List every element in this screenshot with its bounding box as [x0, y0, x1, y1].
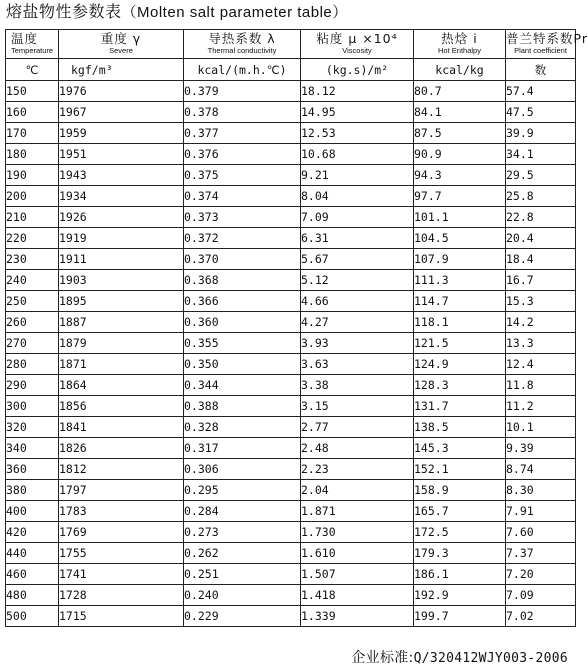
- table-cell: 0.355: [184, 333, 301, 354]
- table-cell: 0.350: [184, 354, 301, 375]
- table-cell: 1812: [59, 459, 184, 480]
- table-row: [6, 249, 576, 270]
- table-cell: 280: [6, 354, 59, 375]
- table-row: [6, 312, 576, 333]
- table-row: [6, 606, 576, 627]
- table-cell: 2.23: [301, 459, 414, 480]
- header-en: Thermal conductivity: [207, 46, 277, 55]
- table-cell: 210: [6, 207, 59, 228]
- table-cell: 1926: [59, 207, 184, 228]
- table-row: [6, 270, 576, 291]
- table-cell: 240: [6, 270, 59, 291]
- table-cell: 360: [6, 459, 59, 480]
- table-cell: 1903: [59, 270, 184, 291]
- unit-cell: kcal/kg: [414, 59, 506, 81]
- table-row: [6, 81, 576, 102]
- table-cell: 1769: [59, 522, 184, 543]
- table-cell: 1887: [59, 312, 184, 333]
- table-row: [6, 417, 576, 438]
- table-cell: 39.9: [506, 123, 576, 144]
- table-row: [6, 459, 576, 480]
- table-cell: 4.66: [301, 291, 414, 312]
- table-cell: 10.68: [301, 144, 414, 165]
- table-cell: 0.375: [184, 165, 301, 186]
- table-cell: 14.95: [301, 102, 414, 123]
- table-cell: 47.5: [506, 102, 576, 123]
- table-cell: 4.27: [301, 312, 414, 333]
- table-cell: 29.5: [506, 165, 576, 186]
- table-cell: 1.418: [301, 585, 414, 606]
- table-cell: 2.48: [301, 438, 414, 459]
- table-cell: 12.53: [301, 123, 414, 144]
- table-cell: 179.3: [414, 543, 506, 564]
- header-en: Temperature: [11, 46, 54, 55]
- table-cell: 0.370: [184, 249, 301, 270]
- table-cell: 7.60: [506, 522, 576, 543]
- table-cell: 7.91: [506, 501, 576, 522]
- table-cell: 90.9: [414, 144, 506, 165]
- table-cell: 1943: [59, 165, 184, 186]
- table-cell: 118.1: [414, 312, 506, 333]
- table-cell: 1976: [59, 81, 184, 102]
- table-cell: 7.09: [506, 585, 576, 606]
- table-row: [6, 123, 576, 144]
- unit-cell: kcal/(m.h.℃): [184, 59, 301, 81]
- table-cell: 1951: [59, 144, 184, 165]
- table-cell: 0.273: [184, 522, 301, 543]
- table-cell: 20.4: [506, 228, 576, 249]
- table-cell: 0.251: [184, 564, 301, 585]
- table-cell: 131.7: [414, 396, 506, 417]
- table-row: [6, 585, 576, 606]
- table-cell: 80.7: [414, 81, 506, 102]
- table-row: [6, 375, 576, 396]
- unit-cell: ℃: [6, 59, 59, 81]
- table-cell: 1.730: [301, 522, 414, 543]
- table-cell: 220: [6, 228, 59, 249]
- table-cell: 230: [6, 249, 59, 270]
- table-cell: 5.12: [301, 270, 414, 291]
- table-body: [6, 81, 576, 627]
- header-severe: [59, 30, 184, 59]
- table-cell: 7.37: [506, 543, 576, 564]
- table-cell: 0.328: [184, 417, 301, 438]
- table-row: [6, 102, 576, 123]
- table-cell: 1879: [59, 333, 184, 354]
- table-cell: 0.366: [184, 291, 301, 312]
- table-row: [6, 438, 576, 459]
- table-cell: 0.344: [184, 375, 301, 396]
- table-cell: 1864: [59, 375, 184, 396]
- table-cell: 97.7: [414, 186, 506, 207]
- table-cell: 0.317: [184, 438, 301, 459]
- header-cn: 导热系数 λ: [208, 31, 276, 46]
- table-cell: 1895: [59, 291, 184, 312]
- table-cell: 440: [6, 543, 59, 564]
- table-cell: 18.12: [301, 81, 414, 102]
- header-temperature: [6, 30, 59, 59]
- table-cell: 460: [6, 564, 59, 585]
- table-cell: 320: [6, 417, 59, 438]
- page-title: [6, 1, 348, 25]
- table-cell: 0.368: [184, 270, 301, 291]
- table-cell: 400: [6, 501, 59, 522]
- table-cell: 1.610: [301, 543, 414, 564]
- header-en: Hot Enthalpy: [438, 46, 481, 55]
- table-cell: 170: [6, 123, 59, 144]
- table-cell: 160: [6, 102, 59, 123]
- table-cell: 0.229: [184, 606, 301, 627]
- table-row: [6, 207, 576, 228]
- table-cell: 150: [6, 81, 59, 102]
- table-row: [6, 144, 576, 165]
- header-cn: 温度: [11, 31, 39, 46]
- table-cell: 190: [6, 165, 59, 186]
- table-cell: 0.262: [184, 543, 301, 564]
- table-cell: 1856: [59, 396, 184, 417]
- table-cell: 8.74: [506, 459, 576, 480]
- table-cell: 1826: [59, 438, 184, 459]
- table-row: [6, 354, 576, 375]
- table-row: [6, 480, 576, 501]
- table-cell: 18.4: [506, 249, 576, 270]
- table-cell: 1841: [59, 417, 184, 438]
- table-cell: 3.15: [301, 396, 414, 417]
- table-cell: 0.240: [184, 585, 301, 606]
- table-cell: 420: [6, 522, 59, 543]
- table-cell: 8.30: [506, 480, 576, 501]
- table-cell: 7.20: [506, 564, 576, 585]
- table-cell: 186.1: [414, 564, 506, 585]
- table-cell: 165.7: [414, 501, 506, 522]
- table-cell: 145.3: [414, 438, 506, 459]
- unit-cell: (kg.s)/m²: [301, 59, 414, 81]
- table-row: [6, 522, 576, 543]
- table-cell: 104.5: [414, 228, 506, 249]
- table-cell: 87.5: [414, 123, 506, 144]
- table-cell: 290: [6, 375, 59, 396]
- table-cell: 12.4: [506, 354, 576, 375]
- table-cell: 192.9: [414, 585, 506, 606]
- table-cell: 8.04: [301, 186, 414, 207]
- table-cell: 200: [6, 186, 59, 207]
- table-cell: 0.374: [184, 186, 301, 207]
- table-row: [6, 291, 576, 312]
- table-cell: 380: [6, 480, 59, 501]
- table-cell: 0.360: [184, 312, 301, 333]
- table-row: [6, 501, 576, 522]
- unit-row: [6, 59, 576, 81]
- table-cell: 300: [6, 396, 59, 417]
- table-cell: 10.1: [506, 417, 576, 438]
- table-cell: 2.04: [301, 480, 414, 501]
- table-cell: 128.3: [414, 375, 506, 396]
- table-cell: 3.38: [301, 375, 414, 396]
- table-cell: 172.5: [414, 522, 506, 543]
- table-cell: 1783: [59, 501, 184, 522]
- table-cell: 5.67: [301, 249, 414, 270]
- table-cell: 13.3: [506, 333, 576, 354]
- table-cell: 480: [6, 585, 59, 606]
- table-cell: 1871: [59, 354, 184, 375]
- table-cell: 1.339: [301, 606, 414, 627]
- table-cell: 7.02: [506, 606, 576, 627]
- table-row: [6, 333, 576, 354]
- table-cell: 25.8: [506, 186, 576, 207]
- table-cell: 1.507: [301, 564, 414, 585]
- table-row: [6, 543, 576, 564]
- table-cell: 158.9: [414, 480, 506, 501]
- table-cell: 138.5: [414, 417, 506, 438]
- footer-code: Q/320412WJY003-2006: [413, 651, 568, 666]
- header-thermal-conductivity: [184, 30, 301, 59]
- header-en: Severe: [109, 46, 133, 55]
- table-cell: 260: [6, 312, 59, 333]
- table-cell: 9.21: [301, 165, 414, 186]
- table-cell: 16.7: [506, 270, 576, 291]
- header-viscosity: [301, 30, 414, 59]
- header-enthalpy: [414, 30, 506, 59]
- title-en: （Molten salt parameter table）: [121, 4, 348, 21]
- table-cell: 0.372: [184, 228, 301, 249]
- table-cell: 270: [6, 333, 59, 354]
- header-cn: 普兰特系数Pr: [506, 31, 588, 46]
- table-cell: 9.39: [506, 438, 576, 459]
- table-cell: 94.3: [414, 165, 506, 186]
- table-cell: 14.2: [506, 312, 576, 333]
- table-cell: 0.378: [184, 102, 301, 123]
- table-cell: 57.4: [506, 81, 576, 102]
- parameter-table: [5, 29, 588, 627]
- table-cell: 1741: [59, 564, 184, 585]
- table-cell: 2.77: [301, 417, 414, 438]
- table-cell: 114.7: [414, 291, 506, 312]
- table-cell: 1967: [59, 102, 184, 123]
- table-cell: 1755: [59, 543, 184, 564]
- table-cell: 199.7: [414, 606, 506, 627]
- header-cn: 粘度 μ ×10⁴: [316, 31, 398, 46]
- table-cell: 500: [6, 606, 59, 627]
- table-cell: 340: [6, 438, 59, 459]
- table-cell: 1911: [59, 249, 184, 270]
- table-cell: 0.377: [184, 123, 301, 144]
- unit-cell: kgf/m³: [59, 59, 184, 81]
- table-row: [6, 228, 576, 249]
- table-cell: 22.8: [506, 207, 576, 228]
- header-en: Viscosity: [342, 46, 372, 55]
- header-cn: 热焓 i: [441, 31, 478, 46]
- table-row: [6, 165, 576, 186]
- header-prandtl: [506, 30, 588, 59]
- header-cn: 重度 γ: [100, 31, 142, 46]
- table-cell: 7.09: [301, 207, 414, 228]
- table-cell: 0.376: [184, 144, 301, 165]
- header-en: Plant coefficient: [514, 46, 567, 55]
- table-cell: 111.3: [414, 270, 506, 291]
- table-cell: 3.63: [301, 354, 414, 375]
- table-cell: 1728: [59, 585, 184, 606]
- table-cell: 11.8: [506, 375, 576, 396]
- table-cell: 1959: [59, 123, 184, 144]
- table-row: [6, 186, 576, 207]
- table-cell: 250: [6, 291, 59, 312]
- table-cell: 101.1: [414, 207, 506, 228]
- table-cell: 11.2: [506, 396, 576, 417]
- table-cell: 0.284: [184, 501, 301, 522]
- table-cell: 180: [6, 144, 59, 165]
- table-cell: 121.5: [414, 333, 506, 354]
- table-cell: 152.1: [414, 459, 506, 480]
- table-cell: 3.93: [301, 333, 414, 354]
- table-cell: 107.9: [414, 249, 506, 270]
- table-cell: 1919: [59, 228, 184, 249]
- table-cell: 1797: [59, 480, 184, 501]
- table-cell: 124.9: [414, 354, 506, 375]
- table-cell: 0.295: [184, 480, 301, 501]
- table-cell: 1.871: [301, 501, 414, 522]
- table-cell: 34.1: [506, 144, 576, 165]
- table-cell: 0.379: [184, 81, 301, 102]
- table-cell: 0.306: [184, 459, 301, 480]
- table-cell: 1934: [59, 186, 184, 207]
- table-cell: 84.1: [414, 102, 506, 123]
- unit-cell: 数: [506, 59, 576, 81]
- table-cell: 0.373: [184, 207, 301, 228]
- title-cn: 熔盐物性参数表: [6, 2, 122, 21]
- table-row: [6, 396, 576, 417]
- header-row: [6, 30, 576, 59]
- footer-label: 企业标准:: [351, 650, 414, 666]
- table-cell: 0.388: [184, 396, 301, 417]
- table-cell: 1715: [59, 606, 184, 627]
- enterprise-standard: [351, 648, 568, 668]
- table-cell: 6.31: [301, 228, 414, 249]
- table-row: [6, 564, 576, 585]
- table-cell: 15.3: [506, 291, 576, 312]
